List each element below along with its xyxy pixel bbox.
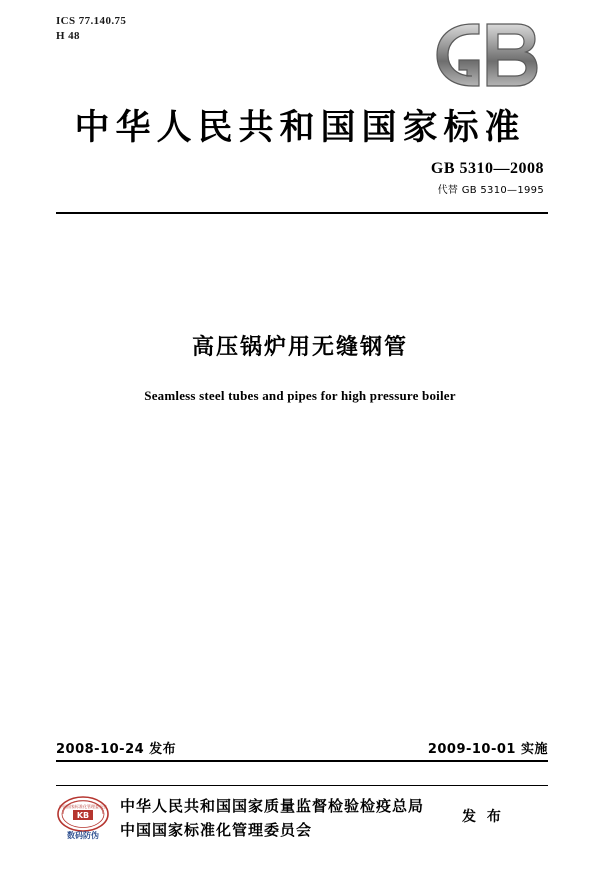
document-title-cn: 高压锅炉用无缝钢管 — [191, 335, 408, 360]
issue-date: 2008-10-24 发布 — [56, 742, 177, 757]
publish-verb: 发 布 — [462, 809, 504, 825]
publisher-line-2: 中国国家标准化管理委员会 — [120, 821, 313, 839]
publisher-block — [120, 794, 424, 842]
document-title-en: Seamless steel tubes and pipes for high pressure boiler — [144, 388, 456, 403]
svg-text:数码防伪: 数码防伪 — [67, 831, 99, 840]
ics-block — [56, 14, 126, 44]
classification-code: H 48 — [56, 30, 80, 42]
standard-number-block — [431, 160, 544, 196]
divider-bottom-thin — [56, 785, 548, 786]
ics-code: ICS 77.140.75 — [56, 15, 127, 27]
gb-logo — [423, 16, 548, 94]
standard-replaces: 代替 GB 5310—1995 — [437, 185, 544, 196]
standard-number: GB 5310—2008 — [430, 160, 544, 177]
standard-body-title: 中华人民共和国国家标准 — [74, 108, 526, 148]
footer-block — [0, 792, 600, 852]
publisher-line-1: 中华人民共和国国家质量监督检验检疫总局 — [120, 797, 425, 815]
svg-text:中国国家标准化管理委员会: 中国国家标准化管理委员会 — [59, 804, 107, 809]
divider-bottom — [56, 760, 548, 762]
divider-top — [56, 212, 548, 214]
anti-counterfeit-seal-icon — [56, 794, 110, 842]
svg-text:KB: KB — [76, 811, 90, 820]
effective-date: 2009-10-01 实施 — [427, 742, 548, 757]
